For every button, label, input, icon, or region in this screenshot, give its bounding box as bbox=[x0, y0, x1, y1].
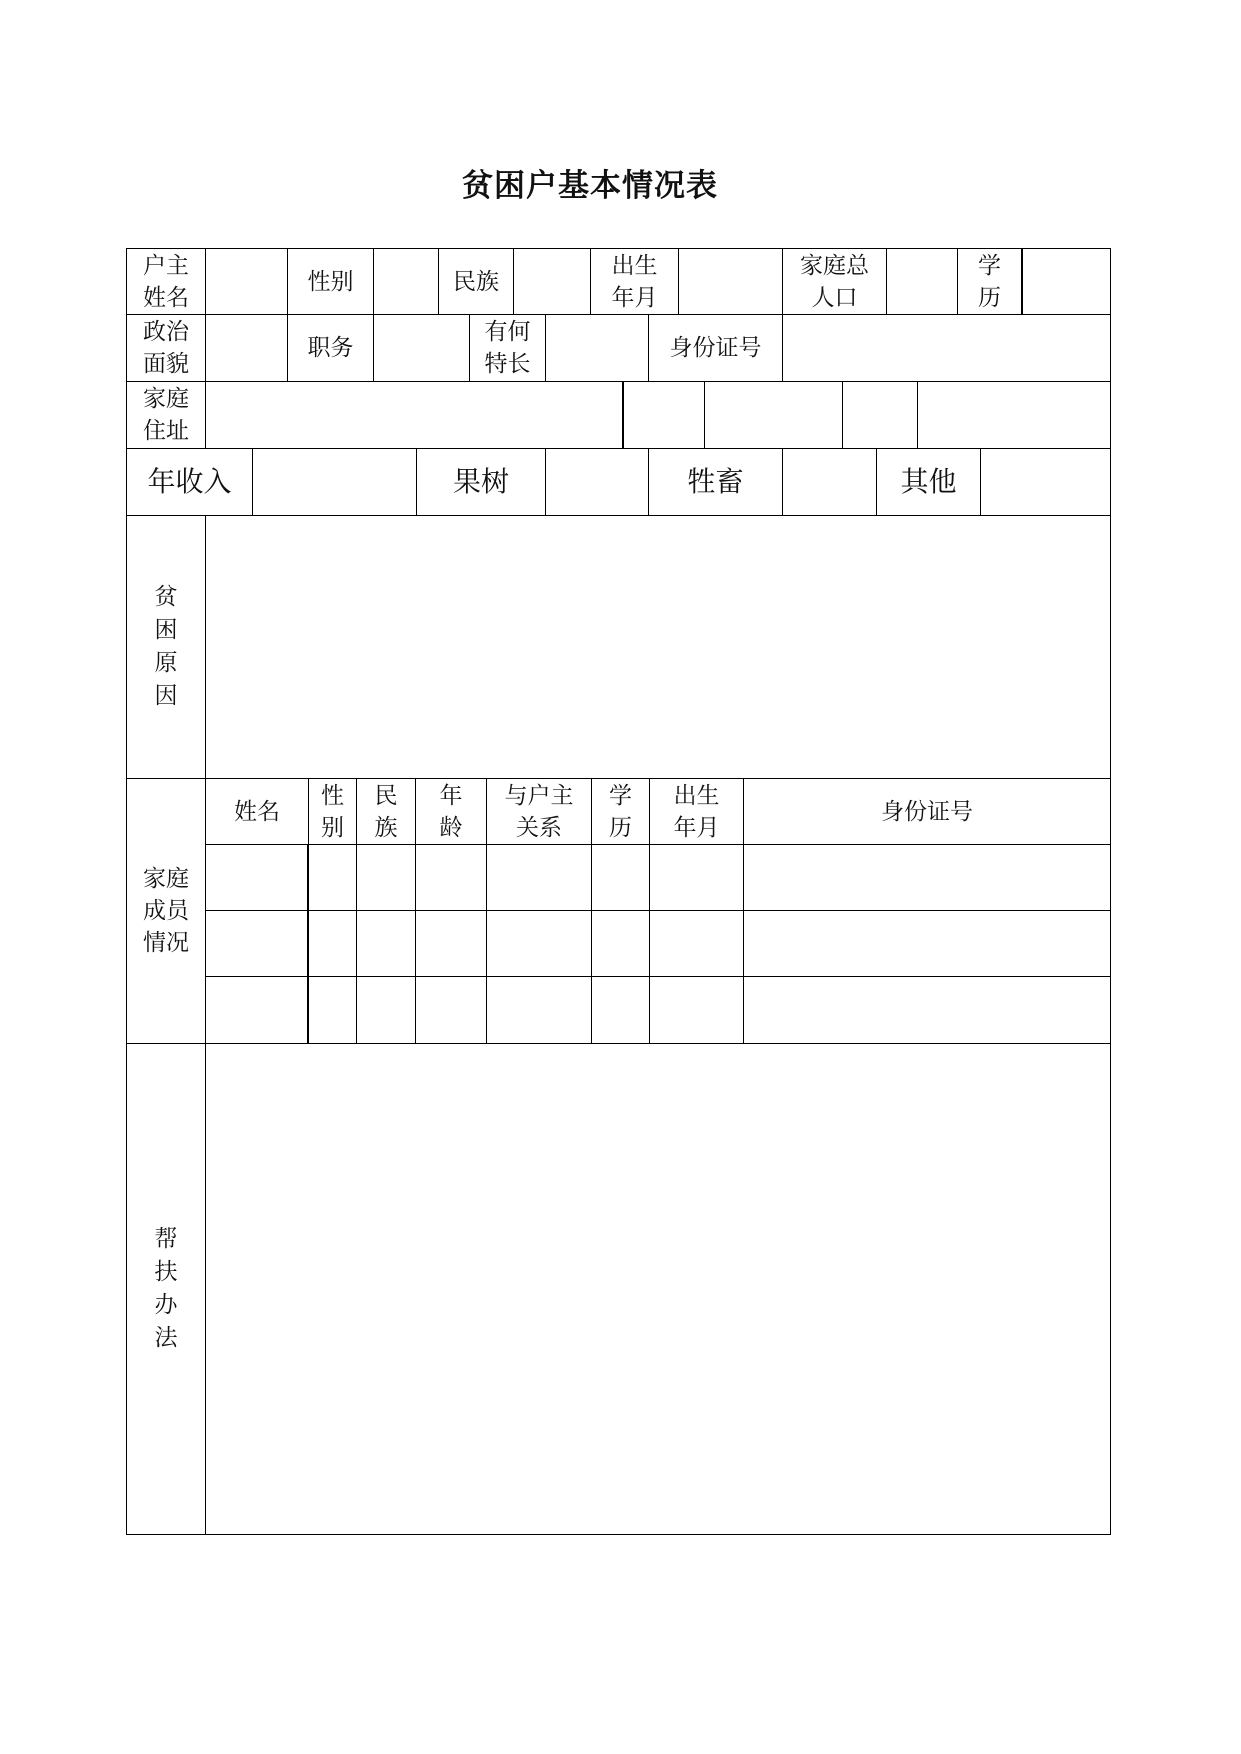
member-2-ethnicity[interactable] bbox=[356, 910, 416, 977]
member-header-age: 年 龄 bbox=[415, 778, 487, 845]
family-size-label: 家庭总 人口 bbox=[782, 248, 887, 315]
member-header-id-number: 身份证号 bbox=[743, 778, 1111, 845]
specialty-label: 有何 特长 bbox=[469, 314, 546, 382]
birth-label: 出生 年月 bbox=[590, 248, 679, 315]
member-header-relation: 与户主 关系 bbox=[486, 778, 592, 845]
id-number-cell[interactable] bbox=[782, 314, 1111, 382]
address-extra-cell-3[interactable] bbox=[842, 381, 918, 449]
member-1-ethnicity[interactable] bbox=[356, 844, 416, 911]
specialty-cell[interactable] bbox=[545, 314, 649, 382]
income-cell[interactable] bbox=[252, 448, 417, 516]
family-members-label: 家庭 成员 情况 bbox=[126, 778, 206, 1044]
birth-cell[interactable] bbox=[678, 248, 783, 315]
education-label: 学 历 bbox=[957, 248, 1022, 315]
member-header-name: 姓名 bbox=[205, 778, 309, 845]
member-1-education[interactable] bbox=[591, 844, 650, 911]
form-title: 贫困户基本情况表 bbox=[462, 168, 718, 204]
address-extra-cell-2[interactable] bbox=[704, 381, 843, 449]
address-label: 家庭 住址 bbox=[126, 381, 206, 449]
ethnicity-cell[interactable] bbox=[513, 248, 591, 315]
poverty-reason-label: 贫 困 原 因 bbox=[126, 515, 206, 779]
member-header-ethnicity: 民 族 bbox=[356, 778, 416, 845]
gender-cell[interactable] bbox=[373, 248, 439, 315]
political-label: 政治 面貌 bbox=[126, 314, 206, 382]
gender-label: 性别 bbox=[287, 248, 374, 315]
fruit-trees-cell[interactable] bbox=[545, 448, 649, 516]
member-header-birth: 出生 年月 bbox=[649, 778, 744, 845]
other-label: 其他 bbox=[876, 448, 981, 516]
poverty-reason-cell[interactable] bbox=[205, 515, 1111, 779]
help-measures-cell[interactable] bbox=[205, 1043, 1111, 1535]
member-3-id-number[interactable] bbox=[743, 976, 1111, 1044]
member-1-relation[interactable] bbox=[486, 844, 592, 911]
member-3-relation[interactable] bbox=[486, 976, 592, 1044]
fruit-trees-label: 果树 bbox=[416, 448, 546, 516]
address-cell[interactable] bbox=[205, 381, 624, 449]
address-extra-cell-1[interactable] bbox=[623, 381, 705, 449]
member-1-name[interactable] bbox=[205, 844, 309, 911]
member-1-birth[interactable] bbox=[649, 844, 744, 911]
member-3-age[interactable] bbox=[415, 976, 487, 1044]
member-header-education: 学 历 bbox=[591, 778, 650, 845]
member-2-age[interactable] bbox=[415, 910, 487, 977]
member-header-gender: 性 别 bbox=[308, 778, 357, 845]
member-3-name[interactable] bbox=[205, 976, 309, 1044]
id-number-label: 身份证号 bbox=[648, 314, 783, 382]
householder-name-label: 户主 姓名 bbox=[126, 248, 206, 315]
position-cell[interactable] bbox=[373, 314, 470, 382]
livestock-cell[interactable] bbox=[782, 448, 877, 516]
member-1-id-number[interactable] bbox=[743, 844, 1111, 911]
income-label: 年收入 bbox=[126, 448, 253, 516]
member-2-education[interactable] bbox=[591, 910, 650, 977]
address-extra-cell-4[interactable] bbox=[917, 381, 1111, 449]
member-2-birth[interactable] bbox=[649, 910, 744, 977]
member-2-id-number[interactable] bbox=[743, 910, 1111, 977]
member-2-relation[interactable] bbox=[486, 910, 592, 977]
member-2-name[interactable] bbox=[205, 910, 309, 977]
member-3-education[interactable] bbox=[591, 976, 650, 1044]
other-cell[interactable] bbox=[980, 448, 1111, 516]
householder-name-cell[interactable] bbox=[205, 248, 288, 315]
political-cell[interactable] bbox=[205, 314, 288, 382]
member-1-gender[interactable] bbox=[308, 844, 357, 911]
member-3-ethnicity[interactable] bbox=[356, 976, 416, 1044]
livestock-label: 牲畜 bbox=[648, 448, 783, 516]
family-size-cell[interactable] bbox=[886, 248, 958, 315]
ethnicity-label: 民族 bbox=[438, 248, 514, 315]
member-3-birth[interactable] bbox=[649, 976, 744, 1044]
position-label: 职务 bbox=[287, 314, 374, 382]
education-cell[interactable] bbox=[1021, 248, 1111, 315]
help-measures-label: 帮 扶 办 法 bbox=[126, 1043, 206, 1535]
member-3-gender[interactable] bbox=[308, 976, 357, 1044]
member-2-gender[interactable] bbox=[308, 910, 357, 977]
member-1-age[interactable] bbox=[415, 844, 487, 911]
